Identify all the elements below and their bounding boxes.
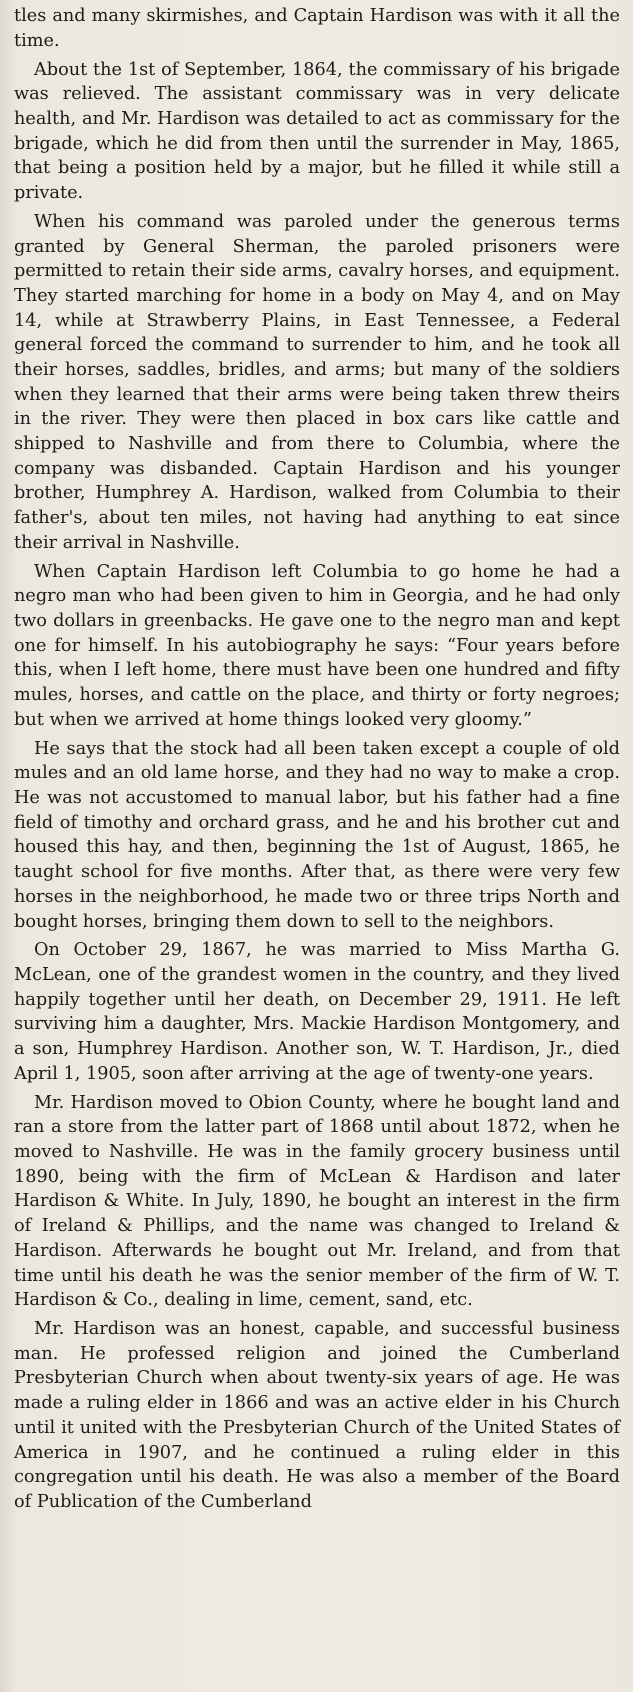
paragraph-commissary: About the 1st of September, 1864, the commissary of his brigade was relieved. The assistant commissary was in very delicate health, and Mr. Hardison was detailed to act as commissary for the brigade, which he did from then until the surrender in May, 1865, that being a position held by a major, but he filled it while still a private. bbox=[14, 59, 620, 203]
paragraph-continuation: tles and many skirmishes, and Captain Hardison was with it all the time. bbox=[14, 6, 620, 51]
page-text bbox=[14, 4, 620, 1519]
paragraph-church: Mr. Hardison was an honest, capable, and successful business man. He professed religion and joined the Cumberland Presbyterian Church when about twenty-six years of age. He was made a ruling elder in 1866 and was an active elder in his Church until it united with the Presbyterian Church of the United States of America in 1907, and he continued a ruling elder in this congregation until his death. He was also a member of the Board of Publication of the Cumberland bbox=[14, 1319, 620, 1512]
paragraph-return-home: When Captain Hardison left Columbia to go home he had a negro man who had been given to him in Georgia, and he had only two dollars in greenbacks. He gave one to the negro man and kept one for himself. In his autobiography he says: “Four years before this, when I left home, there must have been one hundred and fifty mules, horses, and cattle on the place, and thirty or forty negroes; but when we arrived at home things looked very gloomy.” bbox=[14, 561, 620, 730]
paragraph-parole: When his command was paroled under the generous terms granted by General Sherman, the paroled prisoners were permitted to retain their side arms, cavalry horses, and equipment. They started marching for home in a body on May 4, and on May 14, while at Strawberry Plains, in East Tennessee, a Federal general forced the command to surrender to him, and he took all their horses, saddles, bridles, and arms; but many of the soldiers when they learned that their arms were being taken threw theirs in the river. They were then placed in box cars like cattle and shipped to Nashville and from there to Columbia, where the company was disbanded. Captain Hardison and his younger brother, Humphrey A. Hardison, walked from Columbia to their father's, about ten miles, not having had anything to eat since their arrival in Nashville. bbox=[14, 211, 620, 553]
paragraph-stock: He says that the stock had all been taken except a couple of old mules and an old lame horse, and they had no way to make a crop. He was not accustomed to manual labor, but his father had a fine field of timothy and orchard grass, and he and his brother cut and housed this hay, and then, beginning the 1st of August, 1865, he taught school for five months. After that, as there were very few horses in the neighborhood, he made two or three trips North and bought horses, bringing them down to sell to the neighbors. bbox=[14, 738, 620, 932]
paragraph-business: Mr. Hardison moved to Obion County, where he bought land and ran a store from the latter part of 1868 until about 1872, when he moved to Nashville. He was in the family grocery business until 1890, being with the firm of McLean & Hardison and later Hardison & White. In July, 1890, he bought an interest in the firm of Ireland & Phillips, and the name was changed to Ireland & Hardison. Afterwards he bought out Mr. Ireland, and from that time until his death he was the senior member of the firm of W. T. Hardison & Co., dealing in lime, cement, sand, etc. bbox=[14, 1092, 620, 1311]
paragraph-marriage: On October 29, 1867, he was married to Miss Martha G. McLean, one of the grandest women in the country, and they lived happily together until her death, on December 29, 1911. He left surviving him a daughter, Mrs. Mackie Hardison Montgomery, and a son, Humphrey Hardison. Another son, W. T. Hardison, Jr., died April 1, 1905, soon after arriving at the age of twenty-one years. bbox=[14, 940, 620, 1084]
